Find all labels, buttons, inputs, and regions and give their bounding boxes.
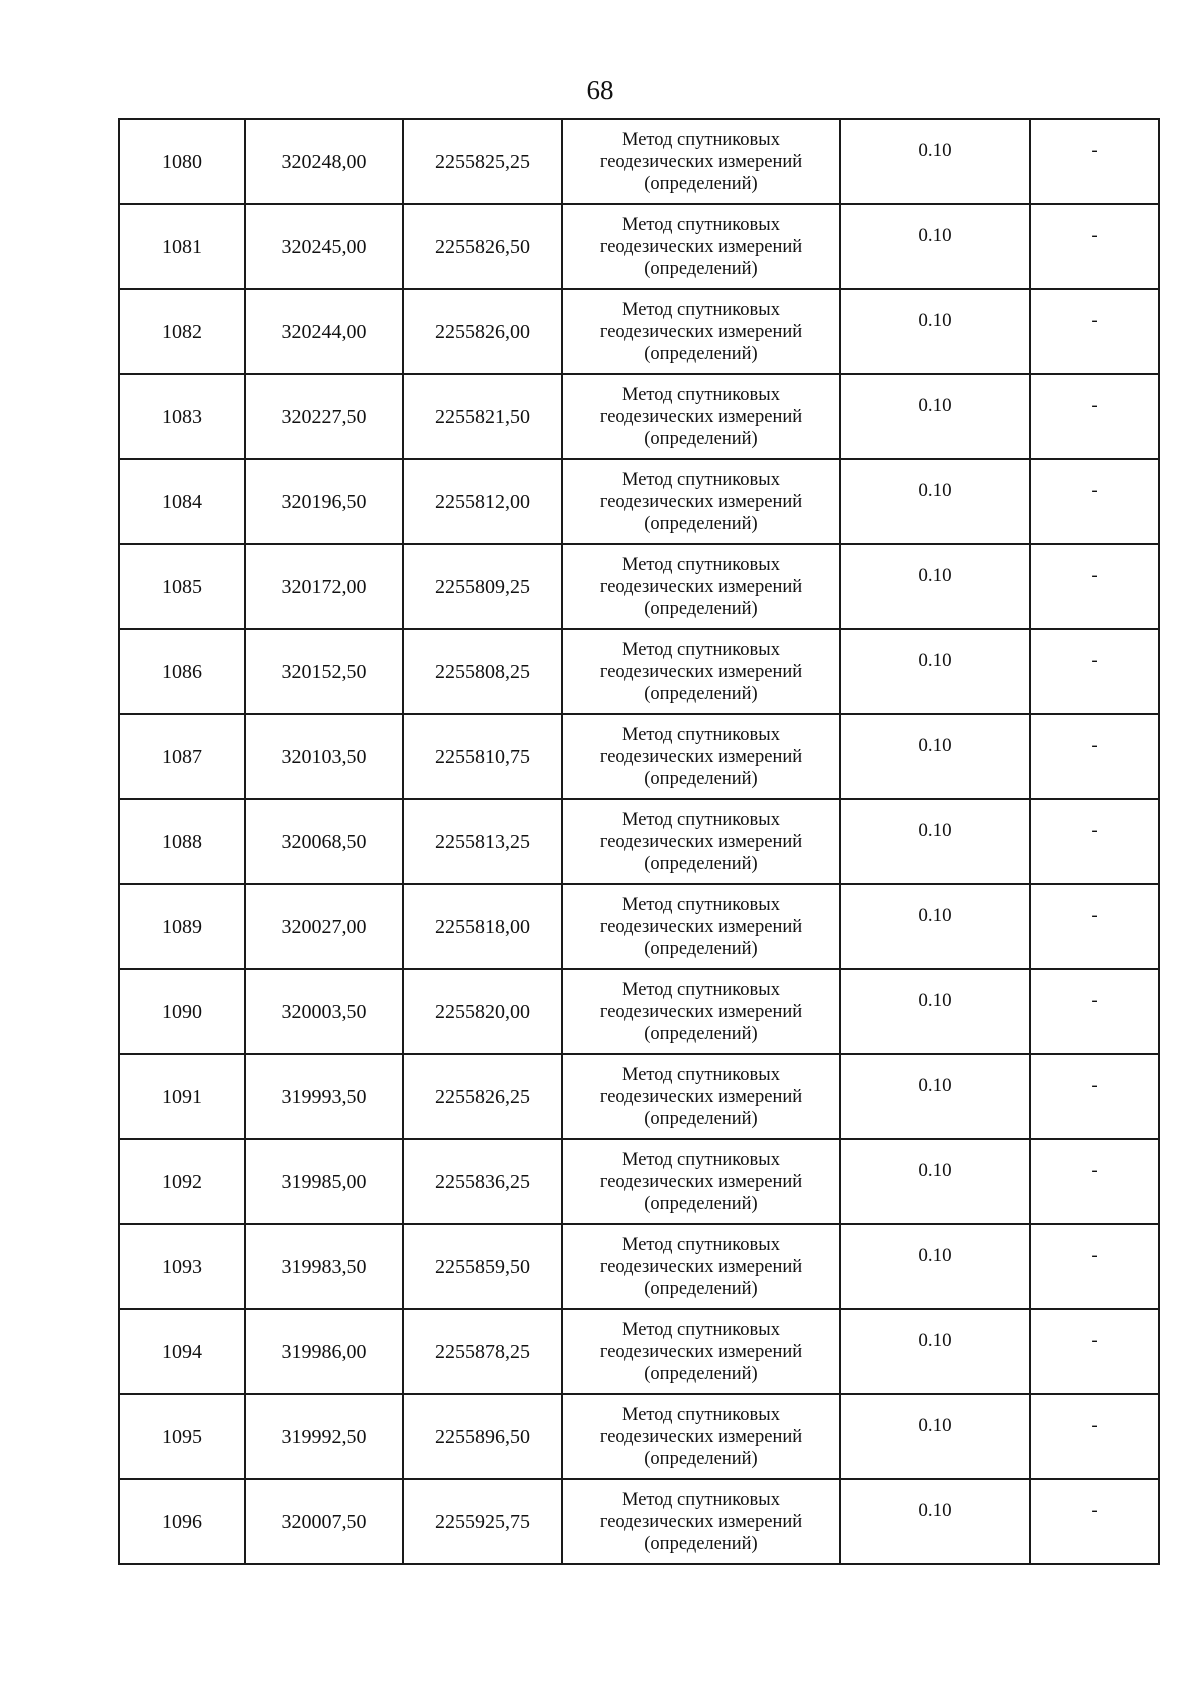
point-number-cell: 1081 [119,204,245,289]
method-cell: Метод спутниковых геодезических измерений (определений) [562,1054,840,1139]
method-cell: Метод спутниковых геодезических измерений (определений) [562,1309,840,1394]
method-cell: Метод спутниковых геодезических измерений (определений) [562,459,840,544]
accuracy-cell: 0.10 [840,459,1030,544]
x-coordinate-cell: 320068,50 [245,799,403,884]
x-coordinate-cell: 320152,50 [245,629,403,714]
accuracy-cell: 0.10 [840,204,1030,289]
method-cell: Метод спутниковых геодезических измерений (определений) [562,204,840,289]
table-row [119,1224,1159,1309]
x-coordinate-cell: 320103,50 [245,714,403,799]
y-coordinate-cell: 2255826,50 [403,204,562,289]
note-cell: - [1030,1054,1159,1139]
note-cell: - [1030,204,1159,289]
x-coordinate-cell: 319993,50 [245,1054,403,1139]
note-cell: - [1030,969,1159,1054]
table-row [119,289,1159,374]
note-cell: - [1030,544,1159,629]
point-number-cell: 1091 [119,1054,245,1139]
table-row [119,799,1159,884]
y-coordinate-cell: 2255825,25 [403,119,562,204]
table-row [119,459,1159,544]
method-cell: Метод спутниковых геодезических измерений (определений) [562,969,840,1054]
x-coordinate-cell: 320172,00 [245,544,403,629]
x-coordinate-cell: 320227,50 [245,374,403,459]
method-cell: Метод спутниковых геодезических измерений (определений) [562,714,840,799]
point-number-cell: 1084 [119,459,245,544]
accuracy-cell: 0.10 [840,1309,1030,1394]
method-cell: Метод спутниковых геодезических измерений (определений) [562,119,840,204]
note-cell: - [1030,629,1159,714]
accuracy-cell: 0.10 [840,1054,1030,1139]
note-cell: - [1030,884,1159,969]
table-row [119,884,1159,969]
accuracy-cell: 0.10 [840,714,1030,799]
x-coordinate-cell: 320196,50 [245,459,403,544]
note-cell: - [1030,289,1159,374]
point-number-cell: 1096 [119,1479,245,1564]
y-coordinate-cell: 2255859,50 [403,1224,562,1309]
note-cell: - [1030,1224,1159,1309]
table-row [119,1394,1159,1479]
accuracy-cell: 0.10 [840,1479,1030,1564]
note-cell: - [1030,119,1159,204]
point-number-cell: 1087 [119,714,245,799]
table-row [119,714,1159,799]
y-coordinate-cell: 2255820,00 [403,969,562,1054]
accuracy-cell: 0.10 [840,119,1030,204]
accuracy-cell: 0.10 [840,629,1030,714]
method-cell: Метод спутниковых геодезических измерений (определений) [562,629,840,714]
x-coordinate-cell: 320007,50 [245,1479,403,1564]
x-coordinate-cell: 319985,00 [245,1139,403,1224]
y-coordinate-cell: 2255809,25 [403,544,562,629]
table-row [119,374,1159,459]
note-cell: - [1030,1139,1159,1224]
note-cell: - [1030,459,1159,544]
x-coordinate-cell: 319986,00 [245,1309,403,1394]
coordinates-table-body [119,119,1159,1564]
point-number-cell: 1086 [119,629,245,714]
table-row [119,1054,1159,1139]
accuracy-cell: 0.10 [840,1224,1030,1309]
note-cell: - [1030,1394,1159,1479]
x-coordinate-cell: 319992,50 [245,1394,403,1479]
x-coordinate-cell: 320003,50 [245,969,403,1054]
accuracy-cell: 0.10 [840,289,1030,374]
y-coordinate-cell: 2255896,50 [403,1394,562,1479]
y-coordinate-cell: 2255826,00 [403,289,562,374]
point-number-cell: 1080 [119,119,245,204]
note-cell: - [1030,799,1159,884]
point-number-cell: 1093 [119,1224,245,1309]
x-coordinate-cell: 320244,00 [245,289,403,374]
accuracy-cell: 0.10 [840,1394,1030,1479]
note-cell: - [1030,714,1159,799]
table-row [119,119,1159,204]
x-coordinate-cell: 319983,50 [245,1224,403,1309]
method-cell: Метод спутниковых геодезических измерений (определений) [562,799,840,884]
y-coordinate-cell: 2255826,25 [403,1054,562,1139]
point-number-cell: 1094 [119,1309,245,1394]
y-coordinate-cell: 2255810,75 [403,714,562,799]
accuracy-cell: 0.10 [840,884,1030,969]
x-coordinate-cell: 320027,00 [245,884,403,969]
table-row [119,1309,1159,1394]
method-cell: Метод спутниковых геодезических измерений (определений) [562,1479,840,1564]
accuracy-cell: 0.10 [840,969,1030,1054]
point-number-cell: 1092 [119,1139,245,1224]
accuracy-cell: 0.10 [840,374,1030,459]
method-cell: Метод спутниковых геодезических измерений (определений) [562,1139,840,1224]
y-coordinate-cell: 2255808,25 [403,629,562,714]
method-cell: Метод спутниковых геодезических измерений (определений) [562,884,840,969]
point-number-cell: 1088 [119,799,245,884]
point-number-cell: 1083 [119,374,245,459]
accuracy-cell: 0.10 [840,544,1030,629]
note-cell: - [1030,1309,1159,1394]
table-row [119,629,1159,714]
method-cell: Метод спутниковых геодезических измерений (определений) [562,1394,840,1479]
table-row [119,204,1159,289]
coordinates-table [118,118,1160,1565]
method-cell: Метод спутниковых геодезических измерений (определений) [562,544,840,629]
x-coordinate-cell: 320245,00 [245,204,403,289]
page-number: 68 [586,75,614,105]
point-number-cell: 1095 [119,1394,245,1479]
method-cell: Метод спутниковых геодезических измерений (определений) [562,374,840,459]
y-coordinate-cell: 2255925,75 [403,1479,562,1564]
point-number-cell: 1082 [119,289,245,374]
accuracy-cell: 0.10 [840,799,1030,884]
table-row [119,1139,1159,1224]
accuracy-cell: 0.10 [840,1139,1030,1224]
method-cell: Метод спутниковых геодезических измерений (определений) [562,289,840,374]
y-coordinate-cell: 2255812,00 [403,459,562,544]
note-cell: - [1030,374,1159,459]
point-number-cell: 1090 [119,969,245,1054]
y-coordinate-cell: 2255813,25 [403,799,562,884]
method-cell: Метод спутниковых геодезических измерений (определений) [562,1224,840,1309]
x-coordinate-cell: 320248,00 [245,119,403,204]
point-number-cell: 1085 [119,544,245,629]
y-coordinate-cell: 2255836,25 [403,1139,562,1224]
table-row [119,969,1159,1054]
note-cell: - [1030,1479,1159,1564]
y-coordinate-cell: 2255821,50 [403,374,562,459]
point-number-cell: 1089 [119,884,245,969]
table-row [119,544,1159,629]
table-row [119,1479,1159,1564]
y-coordinate-cell: 2255878,25 [403,1309,562,1394]
y-coordinate-cell: 2255818,00 [403,884,562,969]
